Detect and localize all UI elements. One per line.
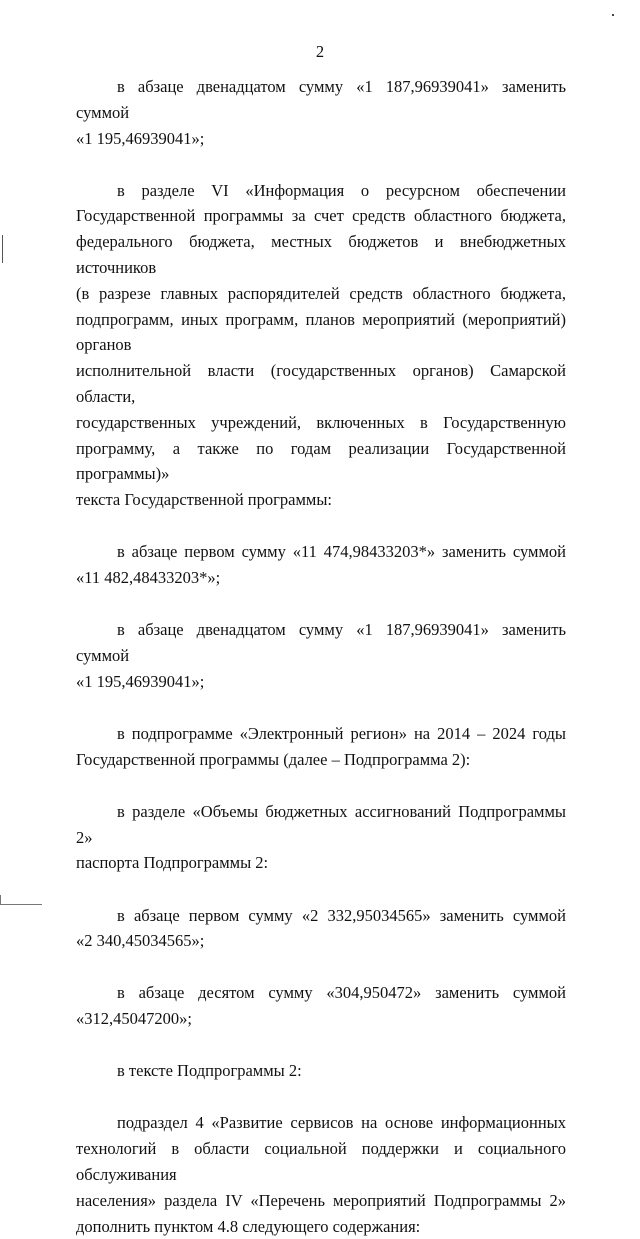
paragraph-line: в разделе VI «Информация о ресурсном обеспечении (117, 180, 566, 200)
paragraph-line: государственных учреждений, включенных в Государственную (76, 412, 566, 432)
paragraph-line: в абзаце десятом сумму «304,950472» заменить суммой (117, 983, 566, 1003)
paragraph-line: паспорта Подпрограммы 2: (76, 853, 269, 873)
paragraph-line: в разделе «Объемы бюджетных ассигнований Подпрограммы 2» (76, 801, 566, 847)
paragraph-line: в подпрограмме «Электронный регион» на 2014 – 2024 годы (117, 723, 566, 743)
paragraph-line: в абзаце первом сумму «2 332,95034565» заменить суммой (117, 905, 566, 925)
paragraph-line: в абзаце двенадцатом сумму «1 187,96939041» заменить суммой (76, 77, 566, 122)
paragraph-line: (в разрезе главных распорядителей средств областного бюджета, (76, 283, 566, 303)
paragraph (76, 799, 566, 876)
paragraph-line: «11 482,48433203*»; (76, 568, 221, 588)
page-number: 2 (315, 42, 325, 61)
paragraph-line: «1 195,46939041»; (76, 671, 205, 691)
paragraph (76, 1110, 566, 1239)
paragraph (76, 1058, 566, 1084)
paragraph (76, 539, 566, 591)
paragraph-line: в абзаце двенадцатом сумму «1 187,96939041» заменить суммой (76, 620, 566, 666)
margin-scan-line (2, 235, 3, 263)
paragraph-line: подраздел 4 «Развитие сервисов на основе информационных (117, 1113, 566, 1133)
paragraph-line: «2 340,45034565»; (76, 931, 205, 951)
paragraph-line: исполнительной власти (государственных органов) Самарской области, (76, 361, 566, 407)
paragraph-line: подпрограмм, иных программ, планов мероприятий (мероприятий) органов (76, 309, 566, 355)
paragraph (76, 980, 566, 1032)
paragraph-line: Государственной программы за счет средств областного бюджета, (76, 206, 566, 226)
bottom-scan-line-vertical (0, 895, 1, 905)
paragraph-line: населения» раздела IV «Перечень мероприятий Подпрограммы 2» (76, 1190, 566, 1210)
paragraph (76, 721, 566, 773)
paragraph (76, 178, 566, 513)
scan-mark (612, 14, 614, 16)
paragraph-line: федерального бюджета, местных бюджетов и внебюджетных источников (76, 232, 566, 278)
document-body (76, 74, 566, 1239)
paragraph-line: дополнить пунктом 4.8 следующего содержания: (76, 1216, 421, 1236)
paragraph-line: в абзаце первом сумму «11 474,98433203*» заменить суммой (117, 542, 566, 562)
paragraph-line: текста Государственной программы: (76, 490, 332, 510)
paragraph-line: Государственной программы (далее – Подпрограмма 2): (76, 749, 471, 769)
paragraph (76, 903, 566, 955)
paragraph (76, 74, 566, 151)
paragraph (76, 617, 566, 694)
paragraph-line: технологий в области социальной поддержки и социального обслуживания (76, 1139, 566, 1184)
paragraph-line: программу, а также по годам реализации Государственной программы)» (76, 438, 566, 484)
paragraph-line: «1 195,46939041»; (76, 128, 205, 148)
paragraph-line: «312,45047200»; (76, 1009, 192, 1029)
paragraph-line: в тексте Подпрограммы 2: (117, 1061, 302, 1081)
